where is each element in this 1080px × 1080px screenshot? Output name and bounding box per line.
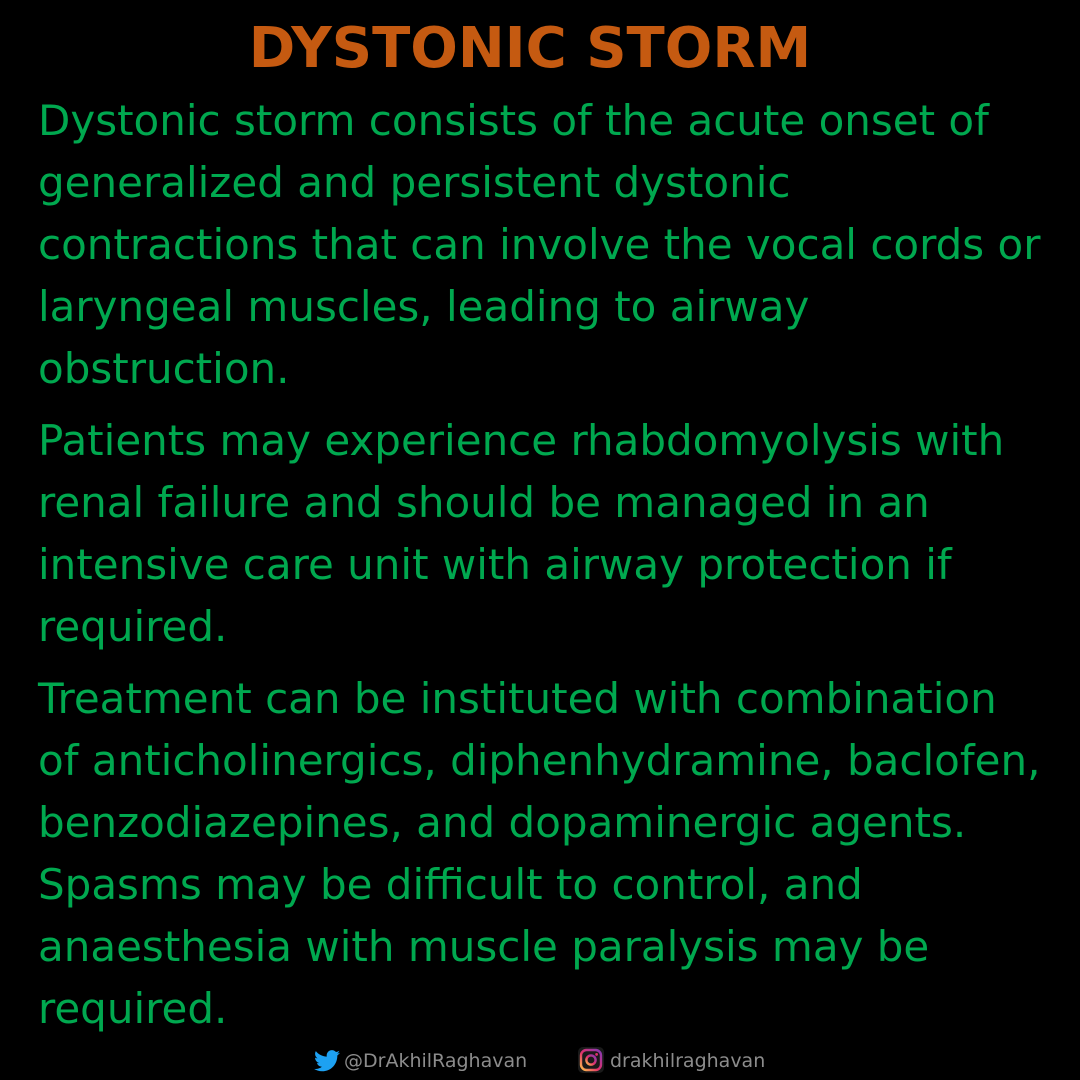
text-line: Spasms may be difficult to control, and	[38, 860, 863, 909]
text-line: required.	[38, 984, 228, 1033]
text-line: renal failure and should be managed in an	[38, 478, 930, 527]
text-line: Patients may experience rhabdomyolysis with	[38, 416, 1005, 465]
text-line: Treatment can be instituted with combination	[38, 674, 997, 723]
text-line: intensive care unit with airway protection if	[38, 540, 952, 589]
text-line: laryngeal muscles, leading to airway	[38, 282, 810, 331]
paragraph-treatment	[38, 668, 1068, 1040]
instagram-icon	[578, 1047, 604, 1073]
text-line: obstruction.	[38, 344, 290, 393]
paragraph-definition	[38, 90, 1068, 400]
instagram-handle[interactable]: drakhilraghavan	[610, 1050, 766, 1072]
page-title: DYSTONIC STORM	[248, 16, 812, 81]
twitter-bird-icon	[314, 1050, 340, 1072]
text-line: Dystonic storm consists of the acute onset of	[38, 96, 989, 145]
twitter-handle[interactable]: @DrAkhilRaghavan	[344, 1050, 528, 1072]
text-line: of anticholinergics, diphenhydramine, baclofen,	[38, 736, 1041, 785]
text-line: benzodiazepines, and dopaminergic agents.	[38, 798, 967, 847]
paragraph-complications	[38, 410, 1068, 658]
text-line: required.	[38, 602, 228, 651]
text-line: contractions that can involve the vocal cords or	[38, 220, 1041, 269]
social-footer	[0, 1044, 1080, 1080]
text-line: generalized and persistent dystonic	[38, 158, 791, 207]
text-line: anaesthesia with muscle paralysis may be	[38, 922, 930, 971]
